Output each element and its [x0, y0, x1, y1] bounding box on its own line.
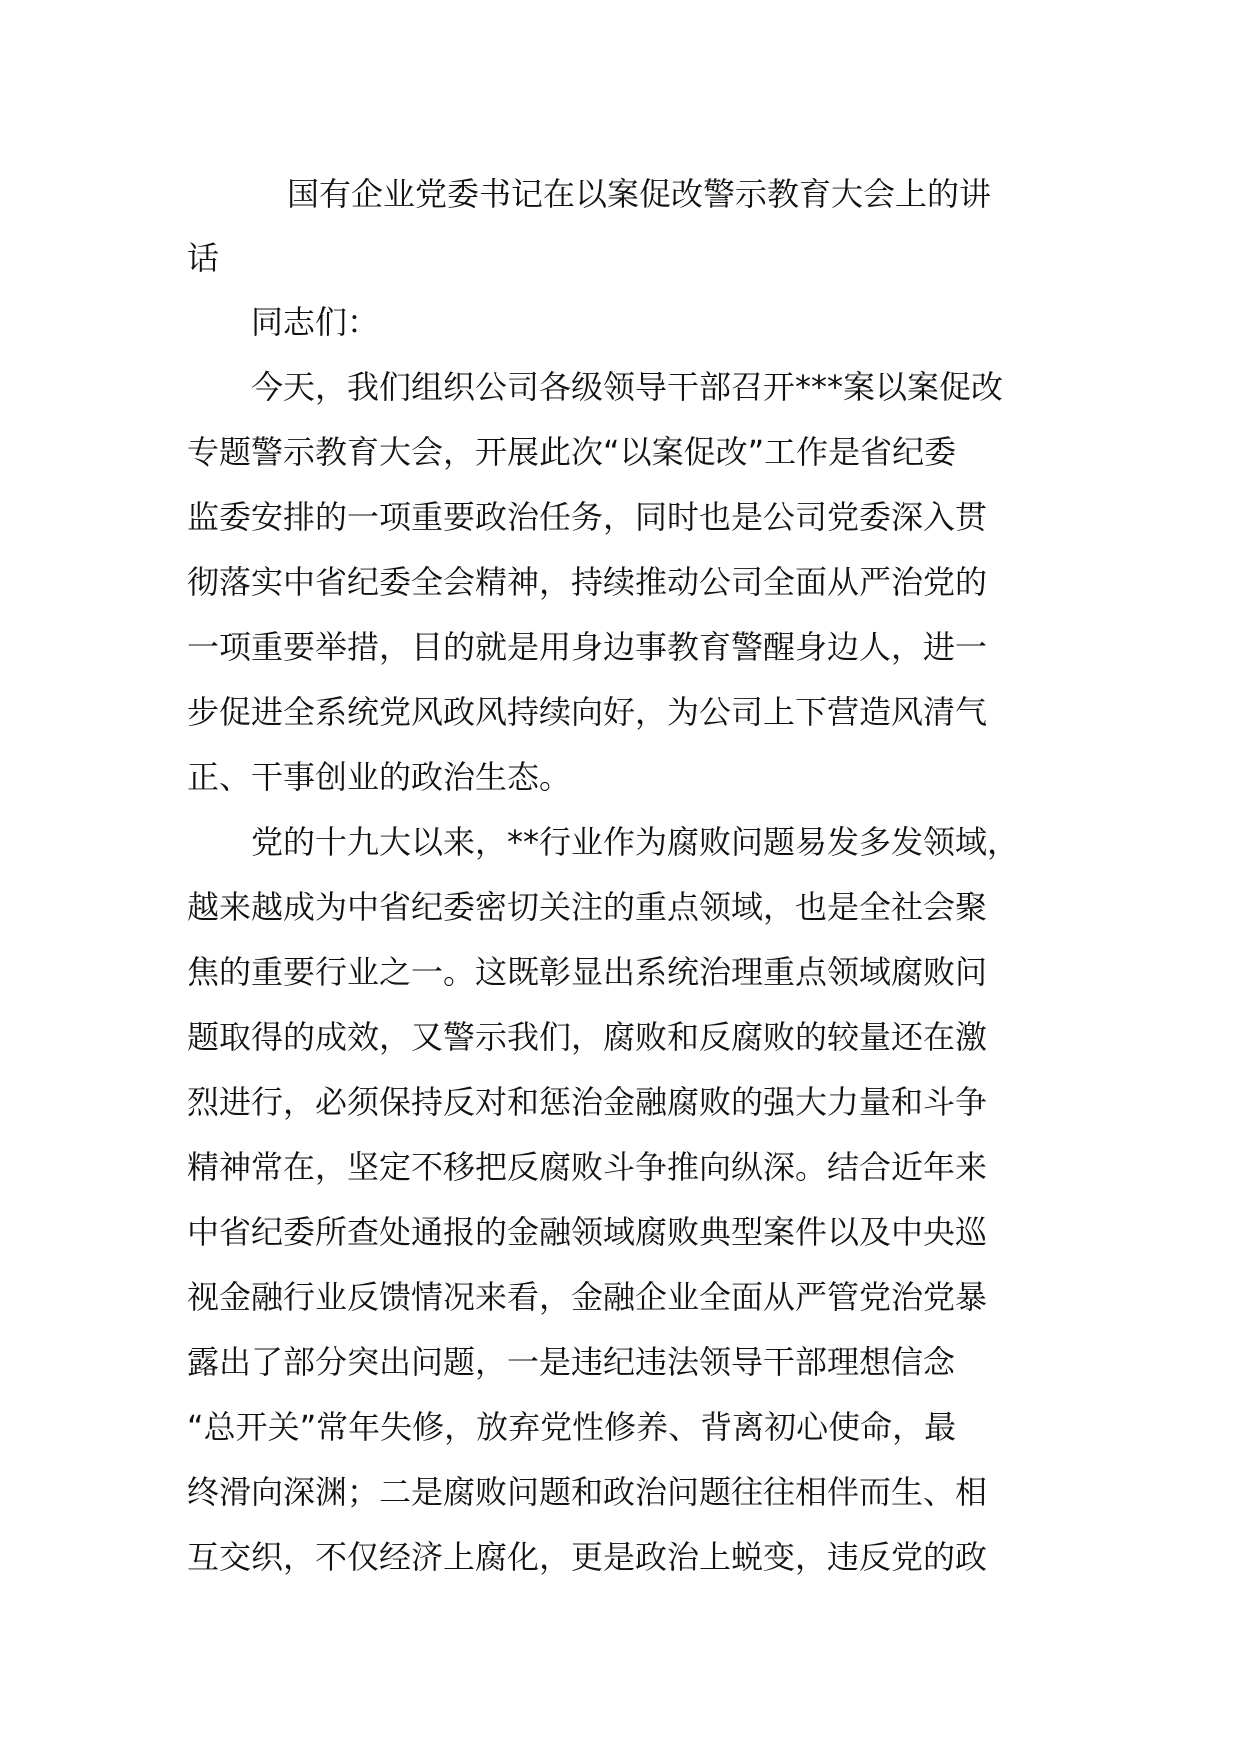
paragraph: [187, 810, 1077, 1590]
paragraph-line: 题取得的成效，又警示我们，腐败和反腐败的较量还在激: [187, 1018, 988, 1056]
title-line: 话: [187, 239, 220, 277]
paragraph-line: 步促进全系统党风政风持续向好，为公司上下营造风清气: [187, 693, 988, 731]
paragraph-line: 正、干事创业的政治生态。: [187, 758, 572, 796]
paragraph-line: 烈进行，必须保持反对和惩治金融腐败的强大力量和斗争: [187, 1083, 988, 1121]
paragraph-line: 彻落实中省纪委全会精神，持续推动公司全面从严治党的: [187, 563, 988, 601]
paragraph-line: 终滑向深渊；二是腐败问题和政治问题往往相伴而生、相: [187, 1473, 988, 1511]
paragraph-line: 互交织，不仅经济上腐化，更是政治上蜕变，违反党的政: [187, 1538, 988, 1576]
paragraph-line: 一项重要举措，目的就是用身边事教育警醒身边人，进一: [187, 628, 988, 666]
title-line: 国有企业党委书记在以案促改警示教育大会上的讲: [287, 175, 992, 213]
paragraph-line: 专题警示教育大会，开展此次“以案促改”工作是省纪委: [187, 433, 957, 471]
paragraph-line: 党的十九大以来，**行业作为腐败问题易发多发领域，: [251, 823, 1020, 861]
paragraph-line: 越来越成为中省纪委密切关注的重点领域，也是全社会聚: [187, 888, 988, 926]
paragraph-line: 今天，我们组织公司各级领导干部召开***案以案促改: [251, 368, 1004, 406]
paragraph-line: 中省纪委所查处通报的金融领域腐败典型案件以及中央巡: [187, 1213, 988, 1251]
paragraph-line: 监委安排的一项重要政治任务，同时也是公司党委深入贯: [187, 498, 988, 536]
paragraph-line: 焦的重要行业之一。这既彰显出系统治理重点领域腐败问: [187, 953, 988, 991]
paragraph-line: 露出了部分突出问题，一是违纪违法领导干部理想信念: [187, 1343, 956, 1381]
paragraph: [187, 355, 1077, 810]
salutation: 同志们：: [251, 303, 380, 341]
document-title: [187, 162, 1077, 290]
paragraph-line: 视金融行业反馈情况来看，金融企业全面从严管党治党暴: [187, 1278, 988, 1316]
document-body: [187, 162, 1077, 1590]
paragraph-line: “总开关”常年失修，放弃党性修养、背离初心使命，最: [187, 1408, 957, 1446]
paragraph-line: 精神常在，坚定不移把反腐败斗争推向纵深。结合近年来: [187, 1148, 988, 1186]
